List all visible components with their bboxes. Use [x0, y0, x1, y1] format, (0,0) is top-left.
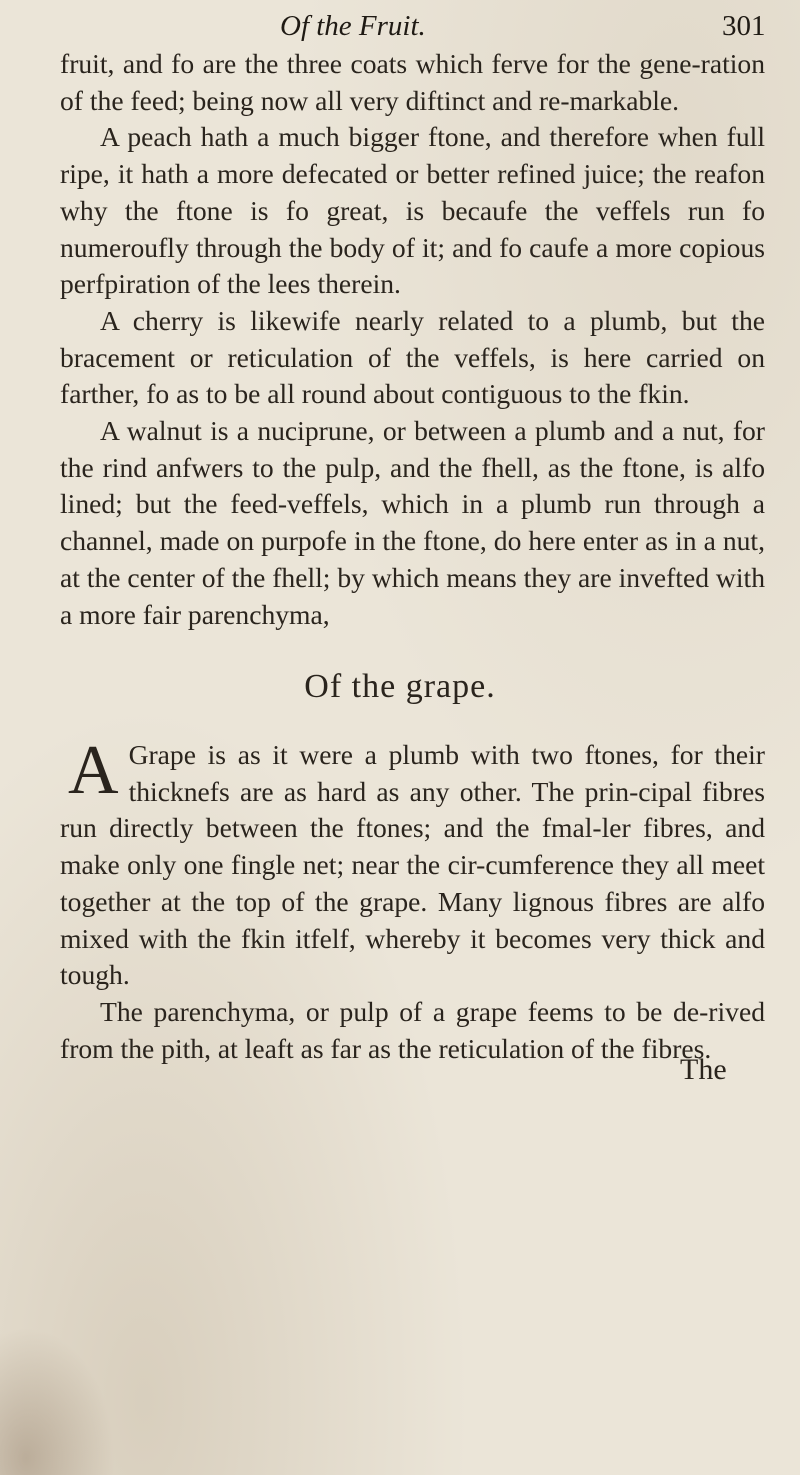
body-text	[60, 46, 765, 633]
paragraph: A peach hath a much bigger ftone, and therefore when full ripe, it hath a more defecated or better refined juice; the reafon why the ftone is fo great, is becaufe the veffels run fo numeroufly through the body of it; and fo caufe a more copious perfpiration of the lees therein.	[60, 121, 765, 300]
running-head-title: Of the Fruit.	[280, 10, 426, 42]
paragraph-text: Grape is as it were a plumb with two ftones, for their thicknefs are as hard as any other. The prin-cipal fibres run directly between the ftones; and the fmal-ler fibres, and make only one fingle net; near the cir-cumference they all meet together at the top of the grape. Many lignous fibres are alfo mixed with the fkin itfelf, whereby it becomes very thick and tough.	[60, 739, 765, 991]
page-number: 301	[722, 10, 766, 42]
drop-cap: A	[68, 732, 119, 809]
section-heading: Of the grape.	[304, 668, 496, 705]
paragraph: A walnut is a nuciprune, or between a plumb and a nut, for the rind anfwers to the pulp, and the fhell, as the ftone, is alfo lined; but the feed-veffels, which in a plumb run through a channel, made on purpofe in the ftone, do here enter as in a nut, at the center of the fhell; by which means they are invefted with a more fair parenchyma,	[60, 415, 765, 630]
catchword: The	[680, 1053, 727, 1086]
paragraph: The parenchyma, or pulp of a grape feems to be de-rived from the pith, at leaft as far as the reticulation of the fibres.	[60, 995, 765, 1064]
running-head	[0, 10, 800, 50]
paper-stain	[0, 1305, 130, 1475]
paragraph: fruit, and fo are the three coats which ferve for the gene-ration of the feed; being now all very diftinct and re-markable.	[60, 48, 765, 116]
grape-section-text	[60, 732, 765, 1067]
paragraph	[60, 732, 765, 994]
paragraph: A cherry is likewife nearly related to a plumb, but the bracement or reticulation of the veffels, is here carried on farther, fo as to be all round about contiguous to the fkin.	[60, 304, 765, 410]
